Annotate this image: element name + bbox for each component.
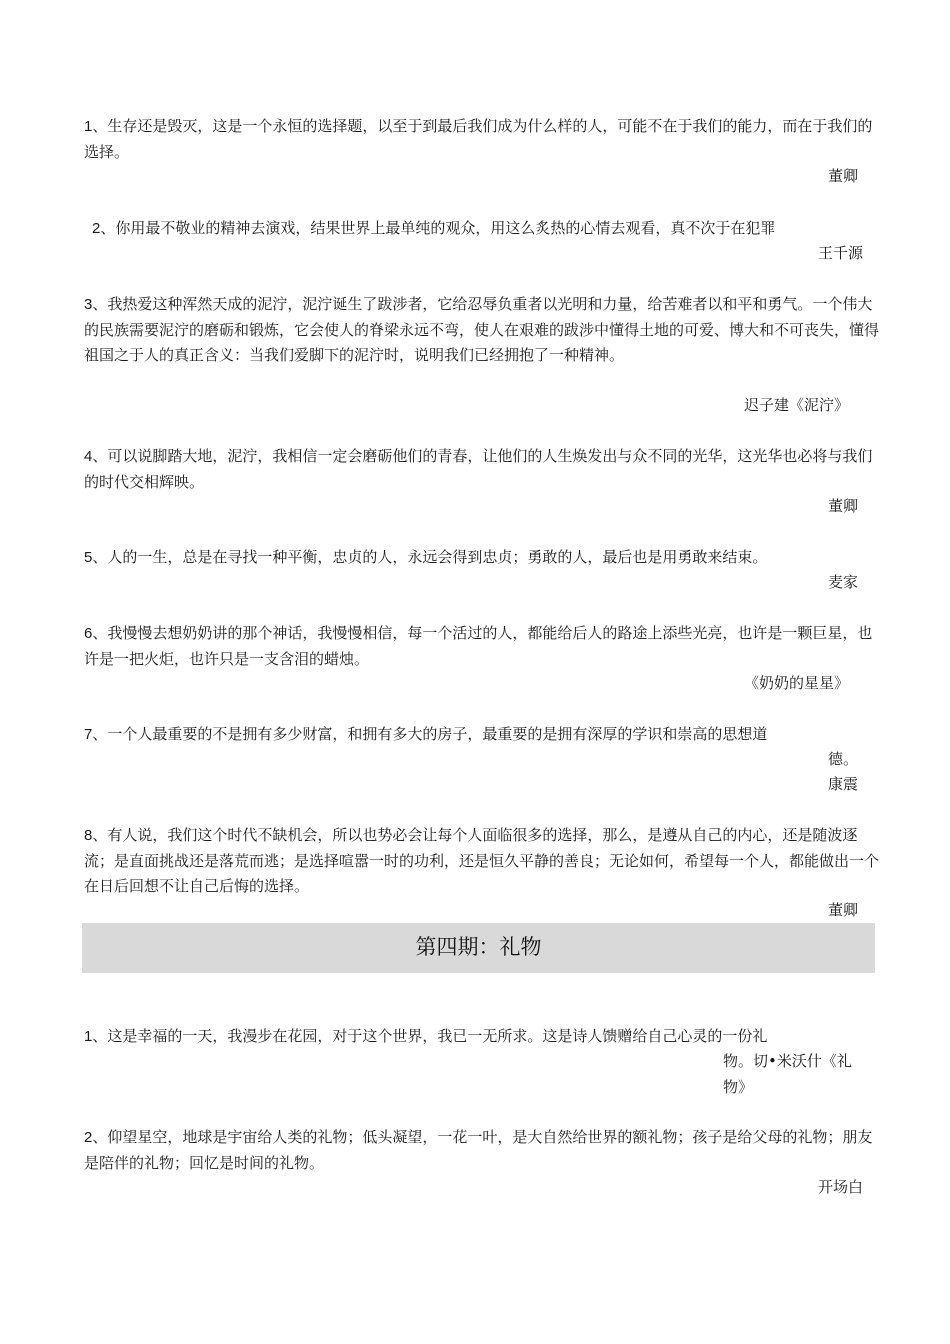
quote-source: 麦家	[828, 573, 859, 591]
quote-6	[84, 621, 884, 672]
quote-2	[92, 216, 882, 242]
gift-quote-1	[84, 1024, 884, 1050]
quote-4	[84, 444, 884, 495]
section-title: 第四期：礼物	[415, 936, 542, 959]
quote-text-tail: 德。	[828, 750, 859, 768]
gift-quote-2	[84, 1125, 884, 1176]
quote-text: 人的一生，总是在寻找一种平衡，忠贞的人，永远会得到忠贞；勇敢的人，最后也是用勇敢来结束。	[107, 548, 768, 566]
quote-source: 开场白	[818, 1178, 864, 1196]
quote-text-tail: 物。切•米沃什《礼物》	[723, 1052, 852, 1096]
quote-number: 2、	[84, 1129, 108, 1146]
quote-source: 董卿	[828, 497, 859, 515]
quote-number: 1、	[84, 118, 108, 135]
quote-source: 迟子建《泥泞》	[744, 396, 850, 414]
quote-number: 8、	[84, 827, 108, 844]
quote-number: 7、	[84, 726, 108, 743]
quote-text: 我慢慢去想奶奶讲的那个神话，我慢慢相信，每一个活过的人，都能给后人的路途上添些光亮，也许是一颗巨星，也许是一把火炬，也许只是一支含泪的蜡烛。	[84, 624, 873, 668]
quote-text: 生存还是毁灭，这是一个永恒的选择题，以至于到最后我们成为什么样的人，可能不在于我们的能力，而在于我们的选择。	[84, 117, 873, 161]
quote-text: 可以说脚踏大地，泥泞，我相信一定会磨砺他们的青春，让他们的人生焕发出与众不同的光华，这光华也必将与我们的时代交相辉映。	[84, 447, 873, 491]
quote-source: 王千源	[818, 244, 864, 262]
quote-number: 2、	[92, 220, 116, 237]
quote-source: 《奶奶的星星》	[744, 674, 850, 692]
quote-3	[84, 292, 884, 369]
quote-text: 有人说，我们这个时代不缺机会，所以也势必会让每个人面临很多的选择，那么，是遵从自己的内心，还是随波逐流；是直面挑战还是落荒而逃；是选择喧嚣一时的功利，还是恒久平静的善良；无论如何，希望每一个人，都能做出一个在日后回想不让自己后悔的选择。	[84, 826, 880, 895]
quote-source: 董卿	[828, 901, 859, 919]
quote-text: 你用最不敬业的精神去演戏，结果世界上最单纯的观众，用这么炙热的心情去观看，真不次于在犯罪	[115, 219, 776, 237]
quote-text: 我热爱这种浑然天成的泥泞，泥泞诞生了跋涉者，它给忍辱负重者以光明和力量，给苦难者以和平和勇气。一个伟大的民族需要泥泞的磨砺和锻炼，它会使人的脊梁永远不弯，使人在艰难的跋涉中懂得土地的可爱、博大和不可丧失，懂得祖国之于人的真正含义：当我们爱脚下的泥泞时，说明我们已经拥抱了一种精神。	[84, 295, 880, 364]
quote-text: 仰望星空，地球是宇宙给人类的礼物；低头凝望，一花一叶，是大自然给世界的额礼物；孩子是给父母的礼物；朋友是陪伴的礼物；回忆是时间的礼物。	[84, 1128, 873, 1172]
quote-text: 这是幸福的一天，我漫步在花园，对于这个世界，我已一无所求。这是诗人馈赠给自己心灵的一份礼	[107, 1027, 768, 1045]
quote-text: 一个人最重要的不是拥有多少财富，和拥有多大的房子，最重要的是拥有深厚的学识和崇高的思想道	[107, 725, 768, 743]
quote-number: 5、	[84, 549, 108, 566]
quote-5	[84, 545, 884, 571]
quote-number: 3、	[84, 296, 108, 313]
quote-number: 6、	[84, 625, 108, 642]
quote-source: 康震	[828, 775, 859, 793]
quote-7	[84, 722, 884, 748]
quote-source: 董卿	[828, 167, 859, 185]
section-header	[82, 923, 875, 973]
quote-1	[84, 114, 884, 165]
quote-number: 4、	[84, 448, 108, 465]
quote-number: 1、	[84, 1028, 108, 1045]
quote-8	[84, 823, 884, 900]
